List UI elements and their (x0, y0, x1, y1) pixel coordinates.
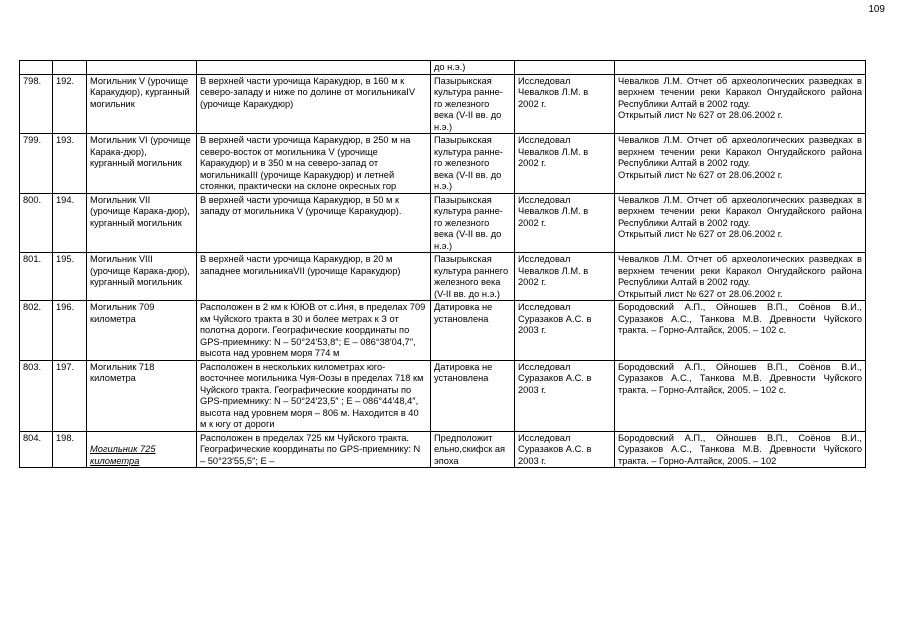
investigator-cell: Исследовал Суразаков А.С. в 2003 г. (515, 431, 615, 468)
investigator-cell: Исследовал Чевалков Л.М. в 2002 г. (515, 134, 615, 194)
source-permit: Открытый лист № 627 от 28.06.2002 г. (618, 169, 783, 180)
source-text: Чевалков Л.М. Отчет об археологических разведках в верхнем течении реки Каракол Онгудайского района Республики Алтай в 2002 году. (618, 135, 862, 168)
table-row (20, 74, 866, 134)
source-text: Чевалков Л.М. Отчет об археологических разведках в верхнем течении реки Каракол Онгудайского района Республики Алтай в 2002 году. (618, 75, 862, 109)
table-row (20, 431, 866, 468)
source-cell: Бородовский А.П., Ойношев В.П., Соёнов В.И., Суразаков А.С., Танкова М.В. Древности Чуйского тракта. – Горно-Алтайск, 2005. – 102 (615, 431, 866, 468)
source-permit: Открытый лист № 627 от 28.06.2002 г. (618, 229, 783, 239)
row-subnumber: 197. (53, 360, 87, 431)
investigator-cell: Исследовал Чевалков Л.М. в 2002 г. (515, 74, 615, 134)
location-cell: Расположен в пределах 725 км Чуйского тракта. Географические координаты по GPS-приемнику: N – 50°23′55,5″; E – (197, 431, 431, 468)
row-subnumber: 194. (53, 193, 87, 253)
investigator-cell: Исследовал Суразаков А.С. в 2003 г. (515, 301, 615, 361)
monuments-table (19, 60, 866, 468)
culture-cell: Датировка не установлена (431, 301, 515, 361)
row-number: 803. (20, 360, 53, 431)
site-name-cell: Могильник V (урочище Каракудюр), курганный могильник (87, 74, 197, 134)
source-text: Чевалков Л.М. Отчет об археологических разведках в верхнем течении реки Каракол Онгудайского района Республики Алтай в 2002 году. (618, 254, 862, 287)
source-cell (615, 253, 866, 301)
location-cell: В верхней части урочища Каракудюр, в 50 м к западу от могильника V (урочище Каракудюр). (197, 193, 431, 253)
location-cell: Расположен в 2 км к ЮЮВ от с.Иня, в пределах 709 км Чуйского тракта в 30 и более метрах к З от полотна дороги. Географические координаты по GPS-приемнику: N – 50°24′53,8″; E – 086°38′04,7″, высота над уровнем моря 774 м (197, 301, 431, 361)
culture-cell: Пазырыкская культура раннего железного века (V-II вв. до н.э.) (431, 253, 515, 301)
row-subnumber: 198. (53, 431, 87, 468)
page-number: 109 (868, 4, 885, 15)
source-cell: Бородовский А.П., Ойношев В.П., Соёнов В.И., Суразаков А.С., Танкова М.В. Древности Чуйского тракта. – Горно-Алтайск, 2005. – 102 с. (615, 301, 866, 361)
row-subnumber: 195. (53, 253, 87, 301)
row-number: 800. (20, 193, 53, 253)
row-subnumber: 192. (53, 74, 87, 134)
site-name-link: Могильник 725 километра (90, 444, 156, 466)
location-cell: В верхней части урочища Каракудюр, в 160 м к северо-западу и ниже по долине от могильникаIV (урочище Каракудюр) (197, 74, 431, 134)
site-name-cell: Могильник 718 километра (87, 360, 197, 431)
location-cell: В верхней части урочища Каракудюр, в 250 м на северо-восток от могильника V (урочище Каракудюр) и в 350 м на северо-запад от могильникаIII (урочище Каракудюр) и летней стоянки, практически на склоне окресных гор (197, 134, 431, 194)
table-row (20, 193, 866, 253)
row-number: 798. (20, 74, 53, 134)
culture-cell: Пазырыкская культура ранне-го железного века (V-II вв. до н.э.) (431, 74, 515, 134)
row-number: 801. (20, 253, 53, 301)
investigator-cell: Исследовал Суразаков А.С. в 2003 г. (515, 360, 615, 431)
site-name-cell (87, 431, 197, 468)
site-name-cell: Могильник VI (урочище Карака-дюр), курганный могильник (87, 134, 197, 194)
source-text: Чевалков Л.М. Отчет об археологических разведках в верхнем течении реки Каракол Онгудайского района Республики Алтай в 2002 году. (618, 194, 862, 228)
row-subnumber: 193. (53, 134, 87, 194)
location-cell: Расположен в нескольких километрах юго-восточнее могильника Чуя-Оозы в пределах 718 км Чуйского тракта. Географические координаты по GPS-приемнику: N – 50°24′23,5″ ; E – 086°44′48,4″, высота над уровнем моря – 806 м. Находится в 40 м к югу от дороги (197, 360, 431, 431)
culture-cell: Предположит ельно,скифск ая эпоха (431, 431, 515, 468)
table-row (20, 134, 866, 194)
culture-cell: Датировка не установлена (431, 360, 515, 431)
table-row-continuation (20, 61, 866, 75)
table-row (20, 301, 866, 361)
source-permit: Открытый лист № 627 от 28.06.2002 г. (618, 288, 783, 299)
row-number: 802. (20, 301, 53, 361)
source-cell (615, 74, 866, 134)
site-name-cell: Могильник 709 километра (87, 301, 197, 361)
investigator-cell: Исследовал Чевалков Л.М. в 2002 г. (515, 253, 615, 301)
source-permit: Открытый лист № 627 от 28.06.2002 г. (618, 110, 783, 120)
location-cell: В верхней части урочища Каракудюр, в 20 м западнее могильникаVII (урочище Каракудюр) (197, 253, 431, 301)
table-row (20, 360, 866, 431)
culture-cell: до н.э.) (431, 61, 515, 75)
site-name-cell: Могильник VIII (урочище Карака-дюр), курганный могильник (87, 253, 197, 301)
row-number: 804. (20, 431, 53, 468)
culture-cell: Пазырыкская культура ранне-го железного века (V-II вв. до н.э.) (431, 134, 515, 194)
row-subnumber: 196. (53, 301, 87, 361)
investigator-cell: Исследовал Чевалков Л.М. в 2002 г. (515, 193, 615, 253)
row-number: 799. (20, 134, 53, 194)
source-cell (615, 134, 866, 194)
site-name-cell: Могильник VII (урочище Карака-дюр), курганный могильник (87, 193, 197, 253)
source-cell (615, 193, 866, 253)
table-row (20, 253, 866, 301)
culture-cell: Пазырыкская культура ранне-го железного века (V-II вв. до н.э.) (431, 193, 515, 253)
source-cell: Бородовский А.П., Ойношев В.П., Соёнов В.И., Суразаков А.С., Танкова М.В. Древности Чуйского тракта. – Горно-Алтайск, 2005. – 102 с. (615, 360, 866, 431)
